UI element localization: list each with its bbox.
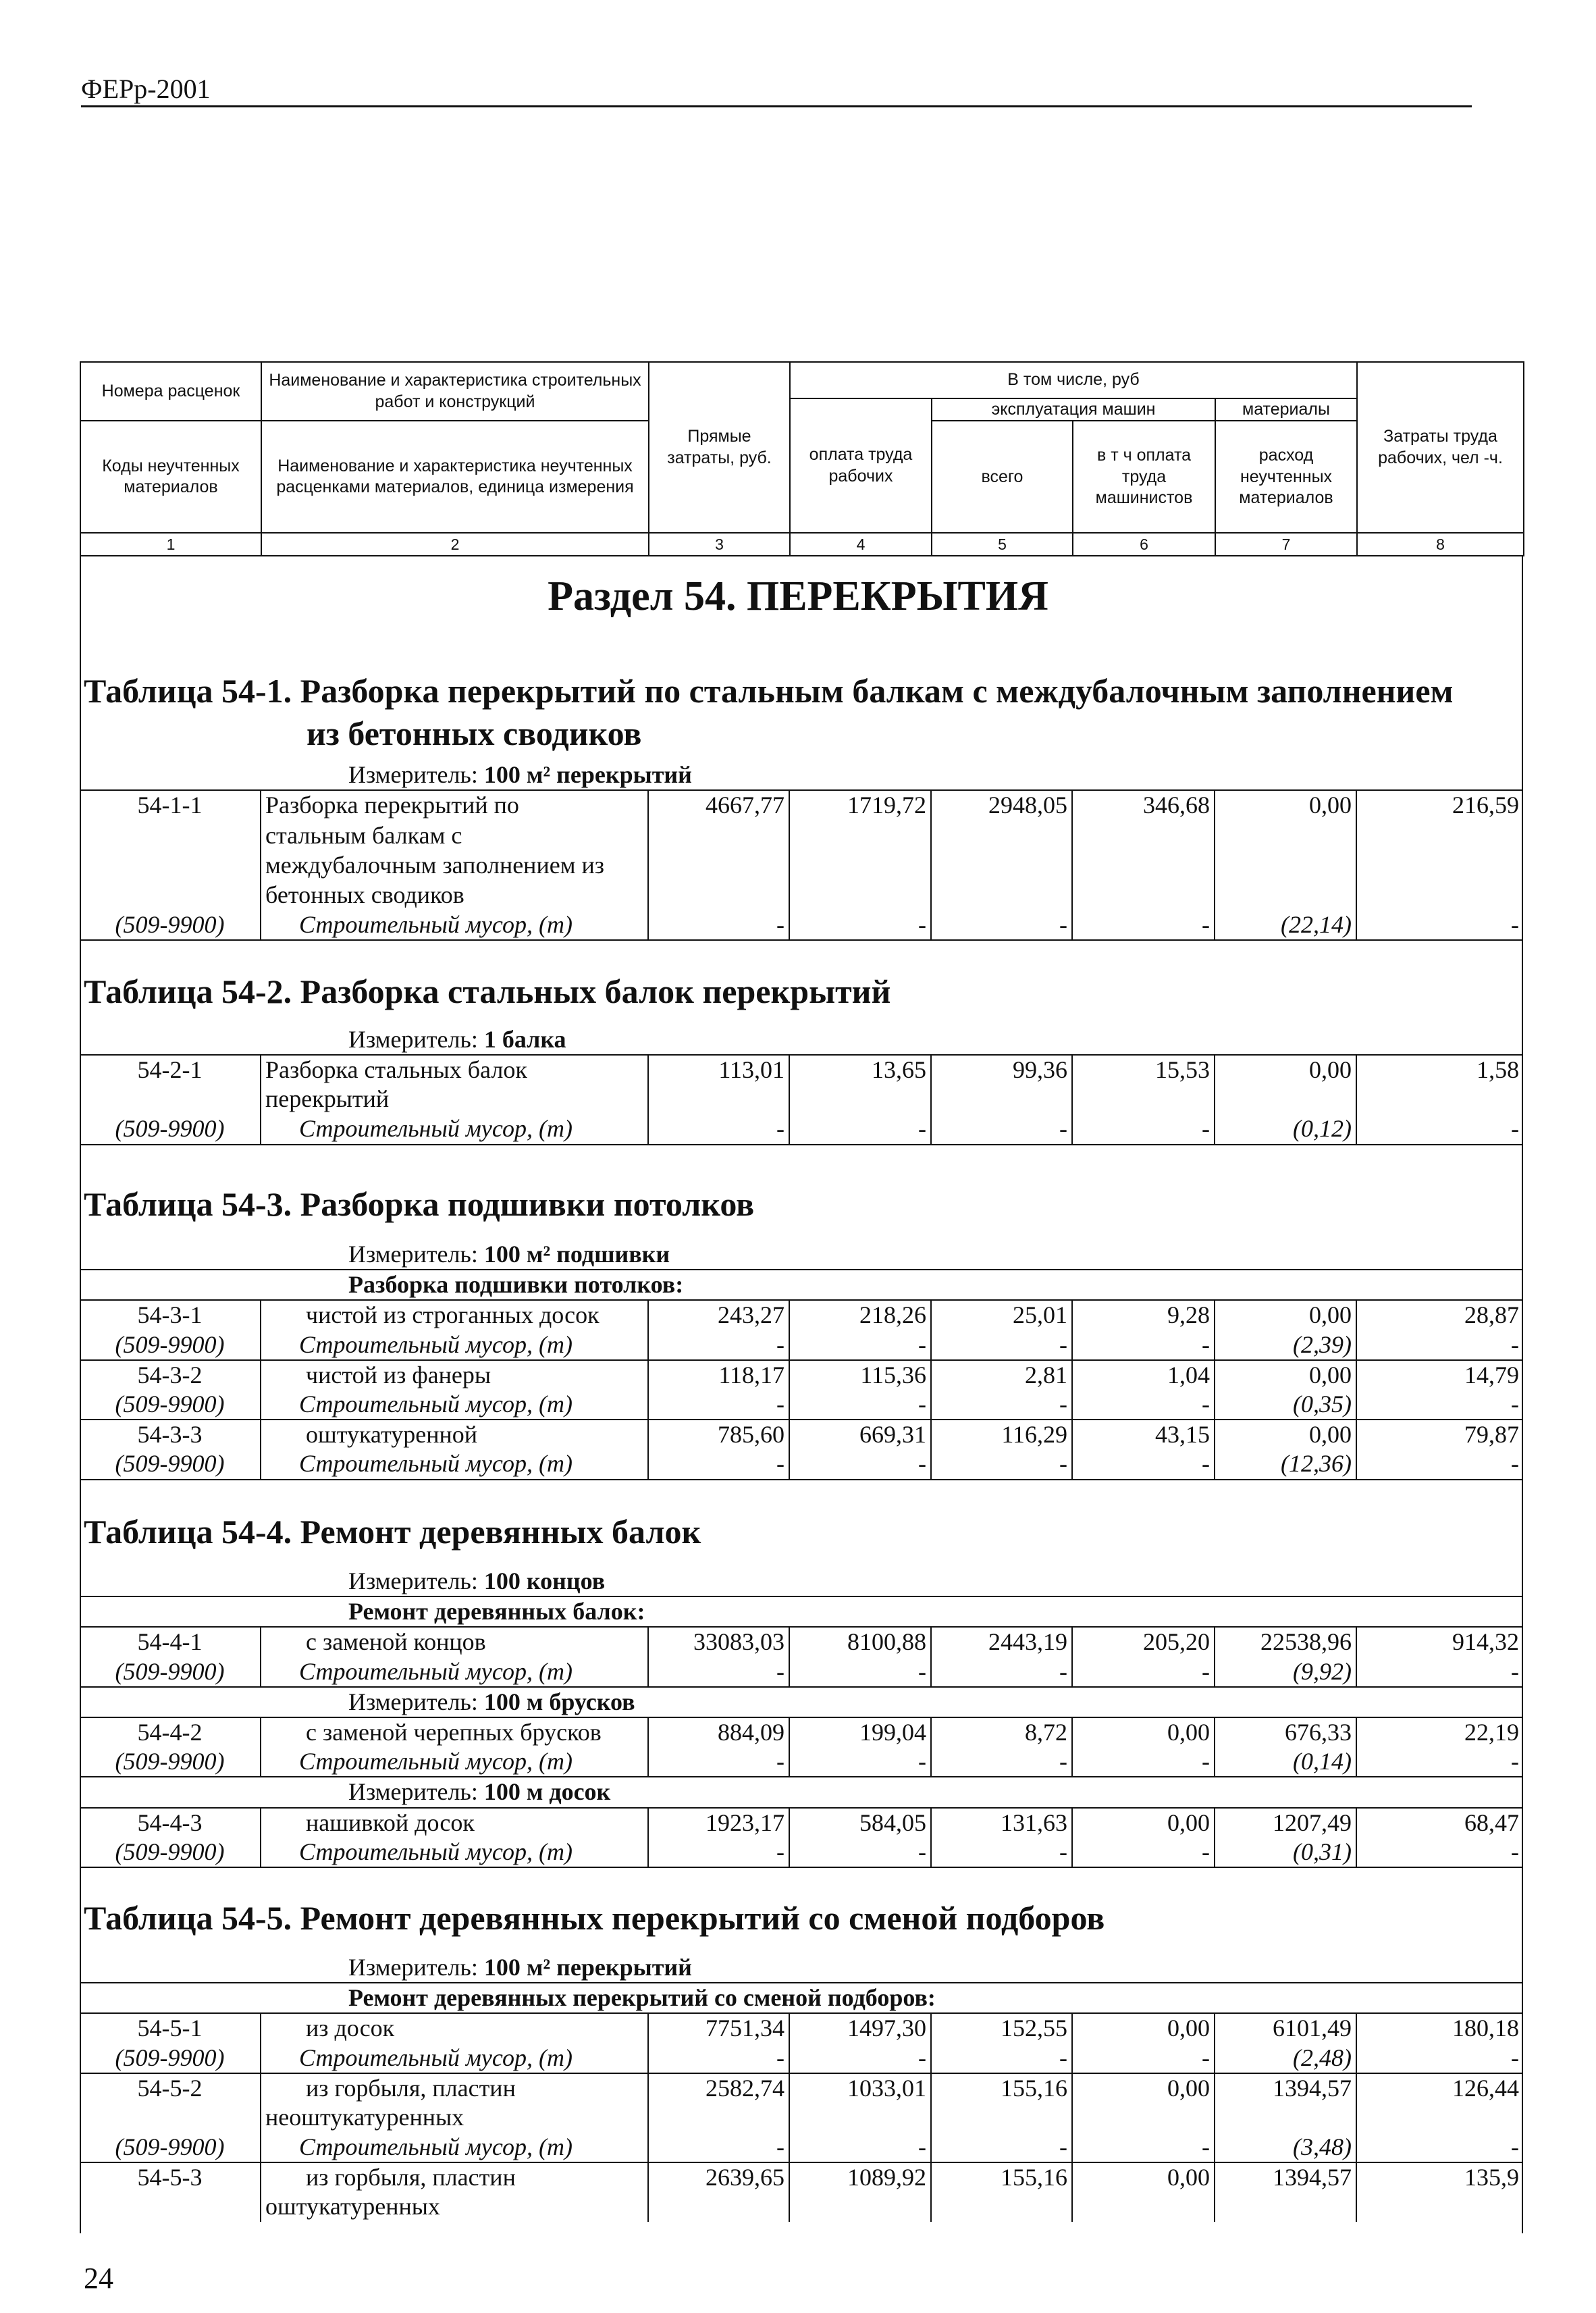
rate-code: 54-5-2 [80, 2073, 261, 2103]
work-name-line: неоштукатуренных [261, 2103, 648, 2133]
value-labor-hours: 216,59 [1452, 791, 1520, 819]
measure-unit: Измеритель: 100 м² подшивки [80, 1240, 1523, 1270]
material-amount: (2,39) [1215, 1330, 1356, 1360]
value-labor-hours: 28,87 [1464, 1301, 1520, 1329]
material-code: (509-9900) [80, 1747, 261, 1777]
value-materials: 22538,96 [1215, 1627, 1356, 1657]
value-materials: 6101,49 [1215, 2013, 1356, 2043]
value-materials: 0,00 [1215, 1420, 1356, 1449]
value-worker-pay: 199,04 [789, 1717, 931, 1747]
material-name: Строительный мусор, (т) [261, 1330, 648, 1360]
material-code: (509-9900) [80, 1657, 261, 1687]
rate-code: 54-3-1 [80, 1300, 261, 1330]
work-name: с заменой черепных брусков [261, 1717, 648, 1747]
value-labor-hours: 68,47 [1464, 1809, 1520, 1836]
value-materials: 0,00 [1215, 1300, 1356, 1330]
value-materials: 676,33 [1215, 1717, 1356, 1747]
value-direct-costs: 1923,17 [648, 1808, 789, 1838]
rates-table: Измеритель: 100 м² перекрытий 54-1-1 Разборка перекрытий по 4667,77 1719,72 2948,05 346,68 0,00 216,59 стальным балкам с междубалочным заполнением из бетонных сводиков (509-9900) Строительный мусор, (т) - - - - (22,14) - [80, 760, 1523, 941]
page-number: 24 [84, 2262, 113, 2295]
value-machines-total: 99,36 [931, 1055, 1072, 1085]
work-name: Разборка стальных балок [261, 1055, 648, 1085]
rate-code: 54-5-1 [80, 2013, 261, 2043]
value-labor-hours: 180,18 [1452, 2015, 1520, 2042]
rates-table: Измеритель: 100 м² перекрытий Ремонт деревянных перекрытий со сменой подборов: 54-5-1 из досок 7751,34 1497,30 152,55 0,00 6101,49 180,18 (509-9900) Строительный мусор, (т) - - - - (2,48) - 54-5-2 из горбыля, пластин 2582,74 1033,01 155,16 0,00 1394,57 126,44 неоштукатуренных (509-9900) Строительный мусор, (т) - - - - (3,48) - 54-5-3 из горбыля, пластин 2639,65 1089,92 155,16 0,00 1394,57 135,9 оштукатуренных [80, 1953, 1523, 2222]
value-direct-costs: 113,01 [648, 1055, 789, 1085]
value-direct-costs: 33083,03 [648, 1627, 789, 1657]
value-materials: 1394,57 [1215, 2162, 1356, 2192]
column-number: 6 [1073, 533, 1215, 556]
value-machinists-pay: 0,00 [1072, 2013, 1215, 2043]
measure-unit: Измеритель: 100 м² перекрытий [80, 1953, 1523, 1983]
value-worker-pay: 669,31 [789, 1420, 931, 1449]
subheading: Разборка подшивки потолков: [80, 1270, 1523, 1300]
work-name: чистой из фанеры [261, 1360, 648, 1390]
value-machinists-pay: 0,00 [1072, 2162, 1215, 2192]
work-name-line: перекрытий [261, 1085, 648, 1114]
rate-code: 54-1-1 [80, 790, 261, 821]
header-material-codes: Коды неучтенных материалов [80, 421, 261, 533]
value-machinists-pay: 0,00 [1072, 2073, 1215, 2103]
column-number: 8 [1357, 533, 1524, 556]
header-material-names: Наименование и характеристика неучтенных расценками материалов, единица измерения [261, 421, 649, 533]
measure-unit: Измеритель: 100 м² перекрытий [80, 760, 1523, 790]
rate-code: 54-3-2 [80, 1360, 261, 1390]
value-materials: 1394,57 [1215, 2073, 1356, 2103]
value-machines-total: 152,55 [931, 2013, 1072, 2043]
work-name: с заменой концов [261, 1627, 648, 1657]
material-amount: (2,48) [1215, 2044, 1356, 2073]
column-number: 4 [790, 533, 932, 556]
value-materials: 0,00 [1215, 1055, 1356, 1085]
header-worker-pay: оплата труда рабочих [790, 398, 932, 533]
rate-code: 54-5-3 [80, 2162, 261, 2192]
material-name: Строительный мусор, (т) [261, 1838, 648, 1867]
measure-unit: Измеритель: 100 концов [80, 1567, 1523, 1596]
value-labor-hours: 14,79 [1356, 1360, 1523, 1390]
material-name: Строительный мусор, (т) [261, 1114, 648, 1144]
column-number: 7 [1215, 533, 1357, 556]
material-code: (509-9900) [80, 1390, 261, 1420]
measure-unit: Измеритель: 1 балка [80, 1025, 1523, 1055]
value-labor-hours: 22,19 [1464, 1718, 1520, 1746]
value-materials: 0,00 [1215, 1360, 1356, 1390]
value-machinists-pay: 0,00 [1072, 1717, 1215, 1747]
table-title: Таблица 54-3. Разборка подшивки потолков [84, 1185, 755, 1223]
value-labor-hours: 126,44 [1356, 2073, 1523, 2103]
value-direct-costs: 785,60 [648, 1420, 789, 1449]
rate-code: 54-4-2 [80, 1717, 261, 1747]
material-code: (509-9900) [80, 1838, 261, 1867]
value-worker-pay: 1497,30 [789, 2013, 931, 2043]
material-name: Строительный мусор, (т) [261, 1390, 648, 1420]
value-labor-hours: 135,9 [1356, 2162, 1523, 2192]
table-title: Таблица 54-4. Ремонт деревянных балок [84, 1513, 701, 1551]
value-machinists-pay: 0,00 [1072, 1808, 1215, 1838]
value-direct-costs: 118,17 [648, 1360, 789, 1390]
value-labor-hours: 1,58 [1477, 1056, 1520, 1084]
material-amount: (22,14) [1215, 910, 1356, 940]
rate-code: 54-3-3 [80, 1420, 261, 1449]
work-name: нашивкой досок [261, 1808, 648, 1838]
value-direct-costs: 2639,65 [648, 2162, 789, 2192]
material-code: (509-9900) [80, 1114, 261, 1144]
work-name: из горбыля, пластин [261, 2162, 648, 2192]
value-machines-total: 25,01 [931, 1300, 1072, 1330]
table-title: Таблица 54-1. Разборка перекрытий по стальным балкам с междубалочным заполнением из бетонных сводиков [84, 670, 1454, 755]
material-amount: (0,31) [1215, 1838, 1356, 1867]
work-name-line: междубалочным заполнением из [261, 851, 648, 881]
value-machines-total: 8,72 [931, 1717, 1072, 1747]
value-machines-total: 116,29 [931, 1420, 1072, 1449]
work-name-line: бетонных сводиков [261, 881, 648, 910]
material-amount: (3,48) [1215, 2133, 1356, 2162]
value-direct-costs: 2582,74 [648, 2073, 789, 2103]
header-machines-total: всего [932, 421, 1073, 533]
value-machines-total: 155,16 [931, 2162, 1072, 2192]
material-name: Строительный мусор, (т) [261, 2044, 648, 2073]
section-title: Раздел 54. ПЕРЕКРЫТИЯ [548, 573, 1048, 619]
work-name-line: оштукатуренных [261, 2192, 648, 2222]
work-name: из горбыля, пластин [261, 2073, 648, 2103]
work-name: Разборка перекрытий по [261, 790, 648, 821]
table-title: Таблица 54-2. Разборка стальных балок перекрытий [84, 972, 891, 1010]
rates-table: Измеритель: 1 балка 54-2-1 Разборка стальных балок 113,01 13,65 99,36 15,53 0,00 1,58 перекрытий (509-9900) Строительный мусор, (т) - - - - (0,12) - [80, 1025, 1523, 1145]
column-header-table [80, 361, 1524, 556]
value-machinists-pay: 9,28 [1072, 1300, 1215, 1330]
value-worker-pay: 1089,92 [789, 2162, 931, 2192]
rate-code: 54-2-1 [80, 1055, 261, 1085]
value-labor-hours: 914,32 [1452, 1628, 1520, 1656]
column-number: 5 [932, 533, 1073, 556]
value-machinists-pay: 346,68 [1072, 790, 1215, 821]
work-name-line: стальным балкам с [261, 821, 648, 851]
material-name: Строительный мусор, (т) [261, 910, 648, 940]
running-header: ФЕРр-2001 [81, 74, 211, 104]
measure-unit: Измеритель: 100 м брусков [80, 1687, 1523, 1717]
rates-table: Измеритель: 100 м² подшивки Разборка подшивки потолков: 54-3-1 чистой из строганных досок 243,27 218,26 25,01 9,28 0,00 28,87 (509-9900) Строительный мусор, (т) - - - - (2,39) - 54-3-2 чистой из фанеры 118,17 115,36 2,81 1,04 0,00 14,79 (509-9900) Строительный мусор, (т) - - - - (0,35) - 54-3-3 оштукатуренной 785,60 669,31 116,29 43,15 0,00 79,87 (509-9900) Строительный мусор, (т) - - - - (12,36) - [80, 1240, 1523, 1480]
subheading: Ремонт деревянных перекрытий со сменой подборов: [80, 1983, 1523, 2013]
material-name: Строительный мусор, (т) [261, 2133, 648, 2162]
work-name: чистой из строганных досок [261, 1300, 648, 1330]
column-number: 1 [80, 533, 261, 556]
value-worker-pay: 584,05 [789, 1808, 931, 1838]
table-title: Таблица 54-5. Ремонт деревянных перекрытий со сменой подборов [84, 1899, 1105, 1937]
value-machinists-pay: 15,53 [1072, 1055, 1215, 1085]
rates-table: Измеритель: 100 концов Ремонт деревянных балок: 54-4-1 с заменой концов 33083,03 8100,88 2443,19 205,20 22538,96 914,32 (509-9900) Строительный мусор, (т) - - - - (9,92) - Измеритель: 100 м брусков 54-4-2 с заменой черепных брусков 884,09 199,04 8,72 0,00 676,33 22,19 (509-9900) Строительный мусор, (т) - - - - (0,14) - Измеритель: 100 м досок 54-4-3 нашивкой досок 1923,17 584,05 131,63 0,00 1207,49 68,47 (509-9900) Строительный мусор, (т) - - - - (0,31) - [80, 1567, 1523, 1868]
measure-unit: Измеритель: 100 м досок [80, 1777, 1523, 1807]
header-material-use: расход неучтенных материалов [1215, 421, 1357, 533]
value-labor-hours: 79,87 [1356, 1420, 1523, 1449]
header-labor-hours: Затраты труда рабочих, чел -ч. [1357, 362, 1524, 533]
rate-code: 54-4-3 [80, 1808, 261, 1838]
value-worker-pay: 8100,88 [789, 1627, 931, 1657]
value-direct-costs: 884,09 [648, 1717, 789, 1747]
material-code: (509-9900) [80, 1330, 261, 1360]
material-amount: (9,92) [1215, 1657, 1356, 1687]
column-number: 2 [261, 533, 649, 556]
header-rate-numbers: Номера расценок [80, 362, 261, 421]
rate-code: 54-4-1 [80, 1627, 261, 1657]
header-including: В том числе, руб [790, 362, 1357, 398]
value-machinists-pay: 1,04 [1072, 1360, 1215, 1390]
value-machines-total: 155,16 [931, 2073, 1072, 2103]
header-work-name: Наименование и характеристика строительных работ и конструкций [261, 362, 649, 421]
work-name: из досок [261, 2013, 648, 2043]
column-number: 3 [649, 533, 790, 556]
value-direct-costs: 4667,77 [648, 790, 789, 821]
material-name: Строительный мусор, (т) [261, 1449, 648, 1479]
value-materials: 1207,49 [1215, 1808, 1356, 1838]
value-direct-costs: 7751,34 [648, 2013, 789, 2043]
value-machines-total: 2443,19 [931, 1627, 1072, 1657]
value-machinists-pay: 43,15 [1072, 1420, 1215, 1449]
subheading: Ремонт деревянных балок: [80, 1596, 1523, 1627]
material-code: (509-9900) [80, 2044, 261, 2073]
value-worker-pay: 218,26 [789, 1300, 931, 1330]
material-name: Строительный мусор, (т) [261, 1747, 648, 1777]
header-direct-costs: Прямые затраты, руб. [649, 362, 790, 533]
material-amount: (0,14) [1215, 1747, 1356, 1777]
header-rule [81, 105, 1472, 107]
value-machines-total: 2,81 [931, 1360, 1072, 1390]
header-machinists-pay: в т ч оплата труда машинистов [1073, 421, 1215, 533]
value-worker-pay: 1719,72 [789, 790, 931, 821]
material-code: (509-9900) [80, 1449, 261, 1479]
material-name: Строительный мусор, (т) [261, 1657, 648, 1687]
material-amount: (0,35) [1215, 1390, 1356, 1420]
material-amount: (0,12) [1215, 1114, 1356, 1144]
value-worker-pay: 13,65 [789, 1055, 931, 1085]
material-amount: (12,36) [1215, 1449, 1356, 1479]
material-code: (509-9900) [80, 910, 261, 940]
table-title-continuation: из бетонных сводиков [307, 714, 642, 752]
value-machinists-pay: 205,20 [1072, 1627, 1215, 1657]
work-name: оштукатуренной [261, 1420, 648, 1449]
value-machines-total: 2948,05 [931, 790, 1072, 821]
header-materials: материалы [1215, 398, 1357, 421]
header-machines: эксплуатация машин [932, 398, 1215, 421]
material-code: (509-9900) [80, 2133, 261, 2162]
value-direct-costs: 243,27 [648, 1300, 789, 1330]
value-materials: 0,00 [1215, 790, 1356, 821]
value-worker-pay: 1033,01 [789, 2073, 931, 2103]
value-worker-pay: 115,36 [789, 1360, 931, 1390]
value-machines-total: 131,63 [931, 1808, 1072, 1838]
